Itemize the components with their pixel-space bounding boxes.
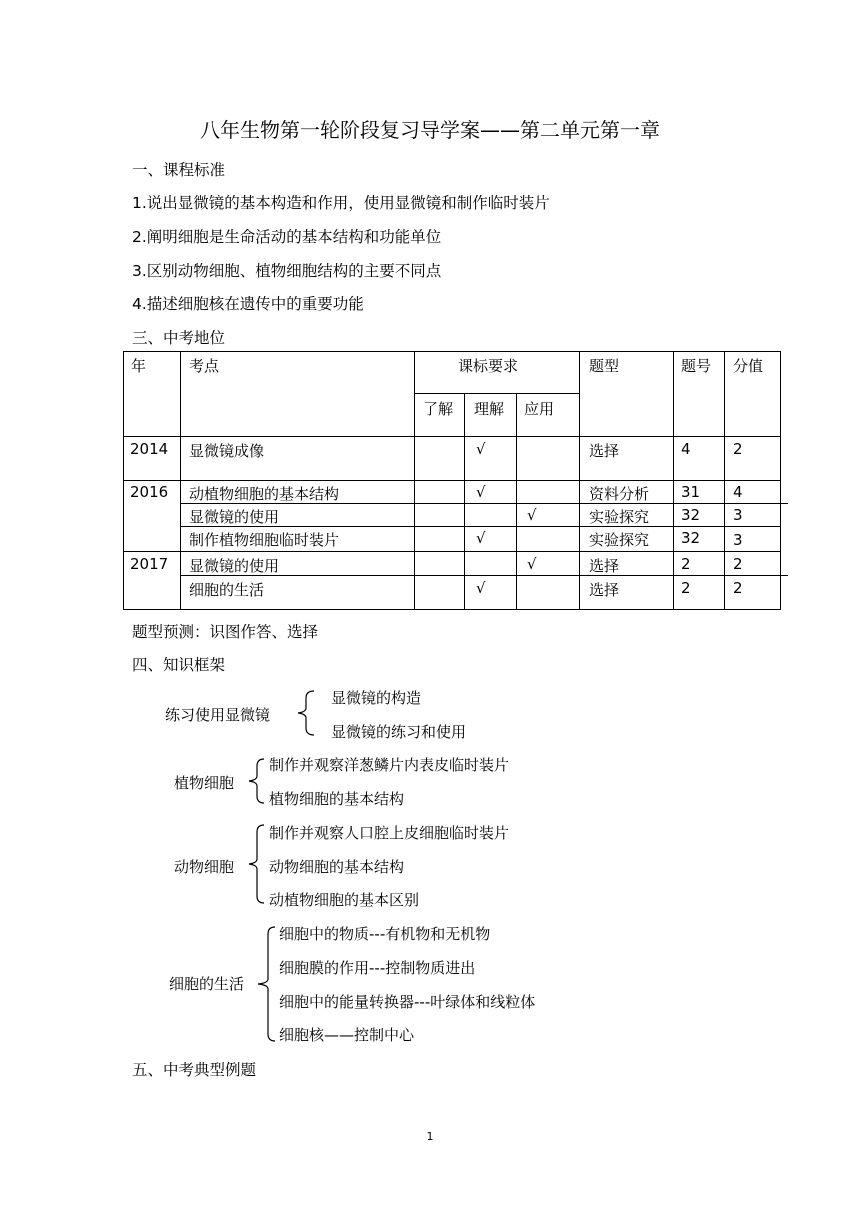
header-point: 考点 <box>189 357 220 375</box>
row4-type: 实验探究 <box>589 531 650 549</box>
row1-point: 显微镜成像 <box>189 442 265 460</box>
header-year: 年 <box>131 357 147 375</box>
row3-score: 3 <box>733 506 743 524</box>
row2-point: 动植物细胞的基本结构 <box>189 485 340 503</box>
framework-label-plant-cell: 植物细胞 <box>174 774 235 792</box>
section-heading-standards: 一、课程标准 <box>132 161 226 179</box>
brace-cell-life <box>255 924 277 1044</box>
header-understand: 了解 <box>423 400 454 418</box>
row3-type: 实验探究 <box>589 508 650 526</box>
brace-plant-cell <box>244 756 266 806</box>
standard-item-2: 2.阐明细胞是生命活动的基本结构和功能单位 <box>132 228 442 246</box>
row3-apply: √ <box>527 506 537 524</box>
section-heading-typical-examples: 五、中考典型例题 <box>132 1061 257 1079</box>
framework-item-cell-differences: 动植物细胞的基本区别 <box>269 891 420 909</box>
row3-number: 32 <box>681 506 701 524</box>
framework-item-animal-structure: 动物细胞的基本结构 <box>269 858 405 876</box>
row2-year: 2016 <box>130 483 169 501</box>
row2-score: 4 <box>733 483 743 501</box>
standard-item-1: 1.说出显微镜的基本构造和作用，使用显微镜和制作临时装片 <box>132 194 550 212</box>
framework-item-cell-substances: 细胞中的物质---有机物和无机物 <box>279 925 491 943</box>
standard-item-3: 3.区别动物细胞、植物细胞结构的主要不同点 <box>132 262 442 280</box>
row6-point: 细胞的生活 <box>189 581 265 599</box>
header-type: 题型 <box>589 357 620 375</box>
row5-apply: √ <box>527 555 537 573</box>
row4-point: 制作植物细胞临时装片 <box>189 531 340 549</box>
row5-type: 选择 <box>589 557 620 575</box>
row6-type: 选择 <box>589 581 620 599</box>
row5-year: 2017 <box>130 555 169 573</box>
row6-score: 2 <box>733 579 743 597</box>
framework-label-microscope: 练习使用显微镜 <box>165 706 271 724</box>
row5-number: 2 <box>681 555 691 573</box>
row4-comprehend: √ <box>476 529 486 547</box>
row2-type: 资料分析 <box>589 485 650 503</box>
page-number: 1 <box>426 1130 434 1143</box>
framework-item-cell-membrane: 细胞膜的作用---控制物质进出 <box>279 959 476 977</box>
framework-label-cell-life: 细胞的生活 <box>169 975 245 993</box>
header-comprehend: 理解 <box>474 400 505 418</box>
framework-item-onion-slide: 制作并观察洋葱鳞片内表皮临时装片 <box>269 756 510 774</box>
framework-label-animal-cell: 动物细胞 <box>174 858 235 876</box>
row6-number: 2 <box>681 579 691 597</box>
question-type-prediction: 题型预测：识图作答、选择 <box>132 623 319 641</box>
framework-item-microscope-practice: 显微镜的练习和使用 <box>331 723 467 741</box>
row1-type: 选择 <box>589 442 620 460</box>
row1-comprehend: √ <box>476 440 486 458</box>
section-heading-knowledge-framework: 四、知识框架 <box>132 656 226 674</box>
row5-score: 2 <box>733 555 743 573</box>
brace-microscope <box>292 688 316 738</box>
framework-item-cheek-slide: 制作并观察人口腔上皮细胞临时装片 <box>269 824 510 842</box>
page-title: 八年生物第一轮阶段复习导学案——第二单元第一章 <box>200 118 660 142</box>
row4-score: 3 <box>733 531 743 549</box>
header-score: 分值 <box>733 357 764 375</box>
framework-item-energy-converters: 细胞中的能量转换器---叶绿体和线粒体 <box>279 993 536 1011</box>
header-number: 题号 <box>681 357 712 375</box>
row1-number: 4 <box>681 440 691 458</box>
framework-item-nucleus: 细胞核——控制中心 <box>279 1026 415 1044</box>
row2-comprehend: √ <box>476 483 486 501</box>
row3-point: 显微镜的使用 <box>189 508 280 526</box>
row5-point: 显微镜的使用 <box>189 557 280 575</box>
row1-year: 2014 <box>130 440 169 458</box>
row6-comprehend: √ <box>476 579 486 597</box>
row4-number: 32 <box>681 529 701 547</box>
row1-score: 2 <box>733 440 743 458</box>
row2-number: 31 <box>681 483 701 501</box>
standard-item-4: 4.描述细胞核在遗传中的重要功能 <box>132 295 364 313</box>
header-requirement: 课标要求 <box>458 357 519 375</box>
framework-item-microscope-structure: 显微镜的构造 <box>331 689 422 707</box>
framework-item-plant-structure: 植物细胞的基本结构 <box>269 790 405 808</box>
header-apply: 应用 <box>524 400 555 418</box>
section-heading-exam-status: 三、中考地位 <box>132 329 226 347</box>
brace-animal-cell <box>244 822 266 906</box>
